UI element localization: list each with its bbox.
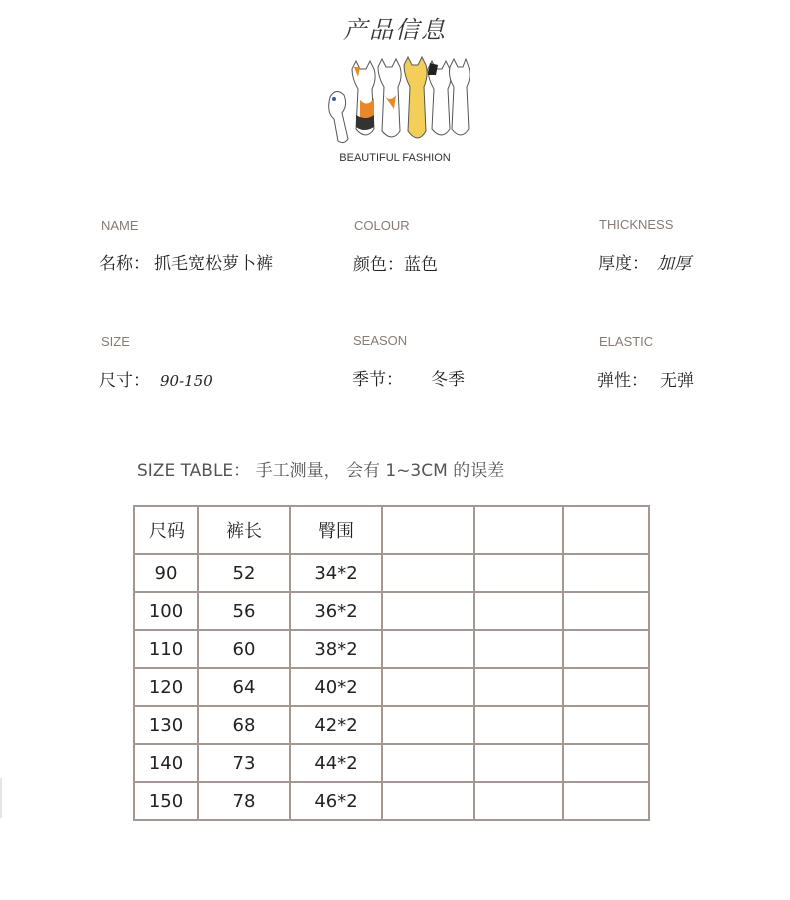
size-cell: 100 <box>134 592 198 630</box>
header-length: 裤长 <box>198 506 290 554</box>
table-row <box>134 706 649 744</box>
header-size: 尺码 <box>134 506 198 554</box>
size-cell: 130 <box>134 706 198 744</box>
size-cell: 120 <box>134 668 198 706</box>
season-label-en: SEASON <box>353 333 408 348</box>
empty-cell <box>474 554 563 592</box>
size-cell: 90 <box>134 554 198 592</box>
empty-cell <box>563 706 649 744</box>
thickness-text: 加厚 <box>657 254 691 274</box>
season-text: 冬季 <box>431 370 465 390</box>
empty-cell <box>474 592 563 630</box>
empty-cell <box>382 782 474 820</box>
empty-cell <box>382 744 474 782</box>
empty-cell <box>474 782 563 820</box>
size-value <box>99 366 213 391</box>
header-empty <box>563 506 649 554</box>
colour-value <box>353 250 438 275</box>
hip-cell: 44*2 <box>290 744 382 782</box>
hip-cell: 34*2 <box>290 554 382 592</box>
empty-cell <box>563 782 649 820</box>
brand-logo <box>320 55 470 170</box>
empty-cell <box>382 554 474 592</box>
page-title: 产品信息 <box>343 16 447 44</box>
name-text: 抓毛宽松萝卜裤 <box>154 254 273 274</box>
empty-cell <box>474 744 563 782</box>
empty-cell <box>474 630 563 668</box>
table-header-row <box>134 506 649 554</box>
empty-cell <box>563 592 649 630</box>
hip-cell: 46*2 <box>290 782 382 820</box>
colour-text: 蓝色 <box>404 255 438 275</box>
size-text: 90-150 <box>160 372 213 390</box>
header-empty <box>382 506 474 554</box>
empty-cell <box>563 630 649 668</box>
length-cell: 64 <box>198 668 290 706</box>
header-empty <box>474 506 563 554</box>
edge-divider <box>0 778 2 818</box>
thickness-label-en: THICKNESS <box>599 217 674 232</box>
hip-cell: 42*2 <box>290 706 382 744</box>
colour-label: 颜色： <box>353 255 404 275</box>
size-label-en: SIZE <box>101 334 130 349</box>
elastic-label: 弹性： <box>597 371 648 391</box>
empty-cell <box>563 668 649 706</box>
colour-label-en: COLOUR <box>354 218 410 233</box>
thickness-value <box>598 249 691 274</box>
empty-cell <box>563 744 649 782</box>
empty-cell <box>382 706 474 744</box>
length-cell: 60 <box>198 630 290 668</box>
brand-tagline: BEAUTIFUL FASHION <box>339 152 451 164</box>
size-cell: 150 <box>134 782 198 820</box>
hip-cell: 40*2 <box>290 668 382 706</box>
size-label: 尺寸： <box>99 371 150 391</box>
length-cell: 73 <box>198 744 290 782</box>
empty-cell <box>474 706 563 744</box>
name-label: 名称： <box>99 254 150 274</box>
empty-cell <box>382 630 474 668</box>
empty-cell <box>382 592 474 630</box>
empty-cell <box>474 668 563 706</box>
length-cell: 56 <box>198 592 290 630</box>
thickness-label: 厚度： <box>598 254 649 274</box>
name-value <box>99 249 273 274</box>
elastic-label-en: ELASTIC <box>599 334 654 349</box>
length-cell: 68 <box>198 706 290 744</box>
size-cell: 110 <box>134 630 198 668</box>
table-row <box>134 592 649 630</box>
hip-cell: 36*2 <box>290 592 382 630</box>
elastic-text: 无弹 <box>660 371 694 391</box>
table-row <box>134 782 649 820</box>
season-value <box>352 365 465 390</box>
table-row <box>134 744 649 782</box>
name-label-en: NAME <box>101 218 139 233</box>
elastic-value <box>597 366 694 391</box>
empty-cell <box>382 668 474 706</box>
header-hip: 臀围 <box>290 506 382 554</box>
length-cell: 52 <box>198 554 290 592</box>
size-table-heading: SIZE TABLE： 手工测量， 会有 1~3CM 的误差 <box>137 461 505 481</box>
table-row <box>134 630 649 668</box>
cats-illustration-icon <box>320 55 470 150</box>
size-cell: 140 <box>134 744 198 782</box>
size-table <box>133 505 650 821</box>
hip-cell: 38*2 <box>290 630 382 668</box>
empty-cell <box>563 554 649 592</box>
table-row <box>134 668 649 706</box>
length-cell: 78 <box>198 782 290 820</box>
season-label: 季节： <box>352 370 403 390</box>
table-row <box>134 554 649 592</box>
